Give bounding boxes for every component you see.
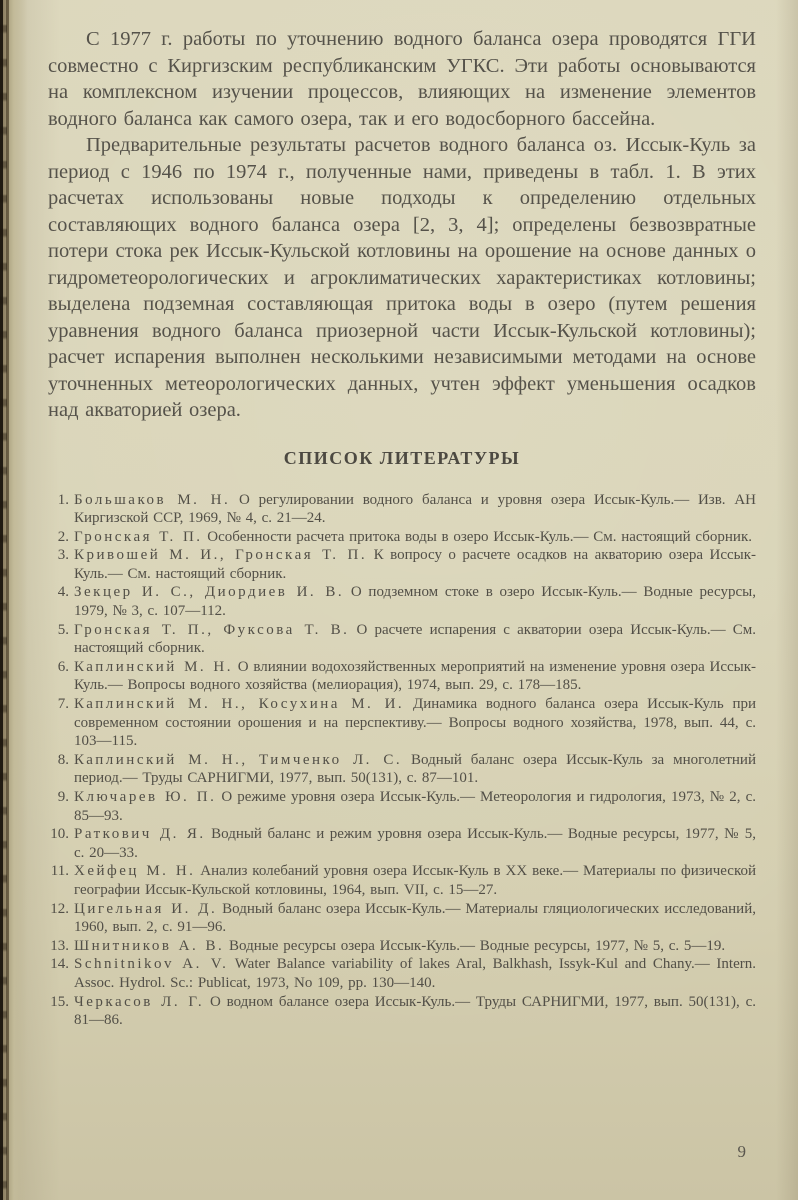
reference-number: 7. bbox=[57, 696, 69, 713]
reference-authors: Ключарев Ю. П. bbox=[74, 789, 217, 805]
reference-number: 2. bbox=[57, 528, 69, 545]
reference-text: К вопросу о расчете осадков на акваторию озера Иссык-Куль.— См. настоящий сборник. bbox=[74, 547, 756, 582]
reference-number: 15. bbox=[50, 993, 69, 1010]
reference-item bbox=[48, 583, 756, 620]
bibliography-list bbox=[48, 491, 756, 1030]
reference-item bbox=[48, 621, 756, 658]
reference-authors: Каплинский М. Н., Косухина М. И. bbox=[74, 696, 405, 713]
intro-paragraph-1: С 1977 г. работы по уточнению водного баланса озера проводятся ГГИ совместно с Киргизским республиканским УГКС. Эти работы основываются на комплексном изучении процессов, влияющих на изменение элементов водного баланса как самого озера, так и его водосборного бассейна. bbox=[48, 28, 756, 130]
reference-item bbox=[48, 825, 756, 862]
reference-authors: Гронская Т. П., Фуксова Т. В. bbox=[74, 621, 350, 638]
reference-item bbox=[48, 695, 756, 751]
reference-number: 11. bbox=[50, 863, 69, 880]
reference-text: О режиме уровня озера Иссык-Куль.— Метеорология и гидрология, 1973, № 2, с. 85—93. bbox=[74, 789, 756, 824]
reference-item bbox=[48, 491, 756, 528]
reference-text: О расчете испарения с акватории озера Иссык-Куль.— См. настоящий сборник. bbox=[74, 621, 756, 657]
reference-number: 3. bbox=[57, 547, 69, 564]
reference-authors: Раткович Д. Я. bbox=[74, 826, 206, 843]
reference-text: О регулировании водного баланса и уровня озера Иссык-Куль.— Изв. АН Киргизской ССР, 1969, № 4, с. 21—24. bbox=[74, 491, 756, 527]
reference-authors: Шнитников А. В. bbox=[74, 937, 225, 954]
reference-item bbox=[48, 788, 756, 825]
reference-authors: Каплинский М. Н. bbox=[74, 658, 234, 675]
reference-item bbox=[48, 658, 756, 695]
reference-item bbox=[48, 993, 756, 1030]
reference-text: Водные ресурсы озера Иссык-Куль.— Водные ресурсы, 1977, № 5, с. 5—19. bbox=[224, 937, 726, 954]
binding-edge bbox=[0, 0, 28, 1200]
reference-item bbox=[48, 955, 756, 992]
reference-authors: Зекцер И. С., Диордиев И. В. bbox=[74, 584, 345, 601]
reference-text: О подземном стоке в озеро Иссык-Куль.— Водные ресурсы, 1979, № 3, с. 107—112. bbox=[74, 584, 756, 620]
reference-item bbox=[48, 546, 756, 583]
reference-item bbox=[48, 528, 756, 547]
reference-number: 13. bbox=[50, 937, 69, 954]
reference-item bbox=[48, 900, 756, 937]
reference-number: 4. bbox=[57, 584, 69, 601]
page-number: 9 bbox=[737, 1142, 746, 1161]
reference-text: О влиянии водохозяйственных мероприятий на изменение уровня озера Иссык-Куль.— Вопросы водного хозяйства (мелиорация), 1974, вып. 29, с. 178—185. bbox=[74, 658, 757, 694]
page-content bbox=[48, 26, 756, 1030]
reference-number: 12. bbox=[50, 900, 69, 917]
reference-text: Водный баланс озера Иссык-Куль.— Материалы гляциологических исследований, 1960, вып. 2, с. 91—96. bbox=[74, 900, 756, 936]
reference-authors: Каплинский М. Н., Тимченко Л. С. bbox=[74, 751, 403, 768]
reference-number: 5. bbox=[57, 621, 69, 638]
reference-authors: Schnitnikov A. V. bbox=[74, 956, 229, 973]
reference-authors: Черкасов Л. Г. bbox=[74, 993, 205, 1010]
reference-number: 8. bbox=[57, 751, 69, 768]
reference-text: Особенности расчета притока воды в озеро Иссык-Куль.— См. настоящий сборник. bbox=[202, 528, 752, 545]
reference-number: 10. bbox=[50, 826, 69, 843]
bibliography-heading: СПИСОК ЛИТЕРАТУРЫ bbox=[283, 447, 521, 468]
reference-authors: Большаков М. Н. bbox=[74, 491, 231, 508]
reference-text: Water Balance variability of lakes Aral, Balkhash, Issyk-Kul and Chany.— Intern. Assoc. Hydrol. Sc.: Publicat, 1973, No 109, pp. 130—140. bbox=[74, 956, 756, 991]
reference-text: О водном балансе озера Иссык-Куль.— Труды САРНИГМИ, 1977, вып. 50(131), с. 81—86. bbox=[74, 993, 756, 1029]
reference-authors: Цигельная И. Д. bbox=[74, 900, 218, 917]
reference-text: Водный баланс и режим уровня озера Иссык-Куль.— Водные ресурсы, 1977, № 5, с. 20—33. bbox=[74, 826, 756, 861]
reference-item bbox=[48, 862, 756, 899]
reference-authors: Гронская Т. П. bbox=[74, 528, 203, 545]
reference-text: Водный баланс озера Иссык-Куль за многолетний период.— Труды САРНИГМИ, 1977, вып. 50(131), с. 87—101. bbox=[74, 751, 756, 787]
reference-authors: Хейфец М. Н. bbox=[74, 863, 196, 880]
reference-number: 9. bbox=[57, 789, 69, 805]
reference-text: Анализ колебаний уровня озера Иссык-Куль в XX веке.— Материалы по физической географии Иссык-Кульской котловины, 1964, вып. VII, с. 15—27. bbox=[74, 863, 757, 898]
reference-text: Динамика водного баланса озера Иссык-Куль при современном состоянии орошения и на перспективу.— Вопросы водного хозяйства, 1978, вып. 44, с. 103—115. bbox=[74, 696, 756, 750]
intro-paragraph-2: Предварительные результаты расчетов водного баланса оз. Иссык-Куль за период с 1946 по 1974 г., полученные нами, приведены в табл. 1. В этих расчетах использованы новые подходы к определению отдельных составляющих водного баланса озера [2, 3, 4]; определены безвозвратные потери стока рек Иссык-Кульской котловины на орошение на основе данных о гидрометеорологических и агроклиматических характеристиках котловины; выделена подземная составляющая притока воды в озеро (путем решения уравнения водного баланса приозерной части Иссык-Кульской котловины); расчет испарения выполнен несколькими независимыми методами на основе уточненных метеорологических данных, учтен эффект уменьшения осадков над акваторией озера. bbox=[48, 134, 756, 421]
reference-number: 14. bbox=[50, 956, 69, 973]
reference-number: 6. bbox=[57, 658, 69, 675]
reference-item bbox=[48, 751, 756, 788]
reference-item bbox=[48, 937, 756, 956]
reference-number: 1. bbox=[57, 491, 69, 508]
reference-authors: Кривошей М. И., Гронская Т. П. bbox=[74, 547, 368, 564]
